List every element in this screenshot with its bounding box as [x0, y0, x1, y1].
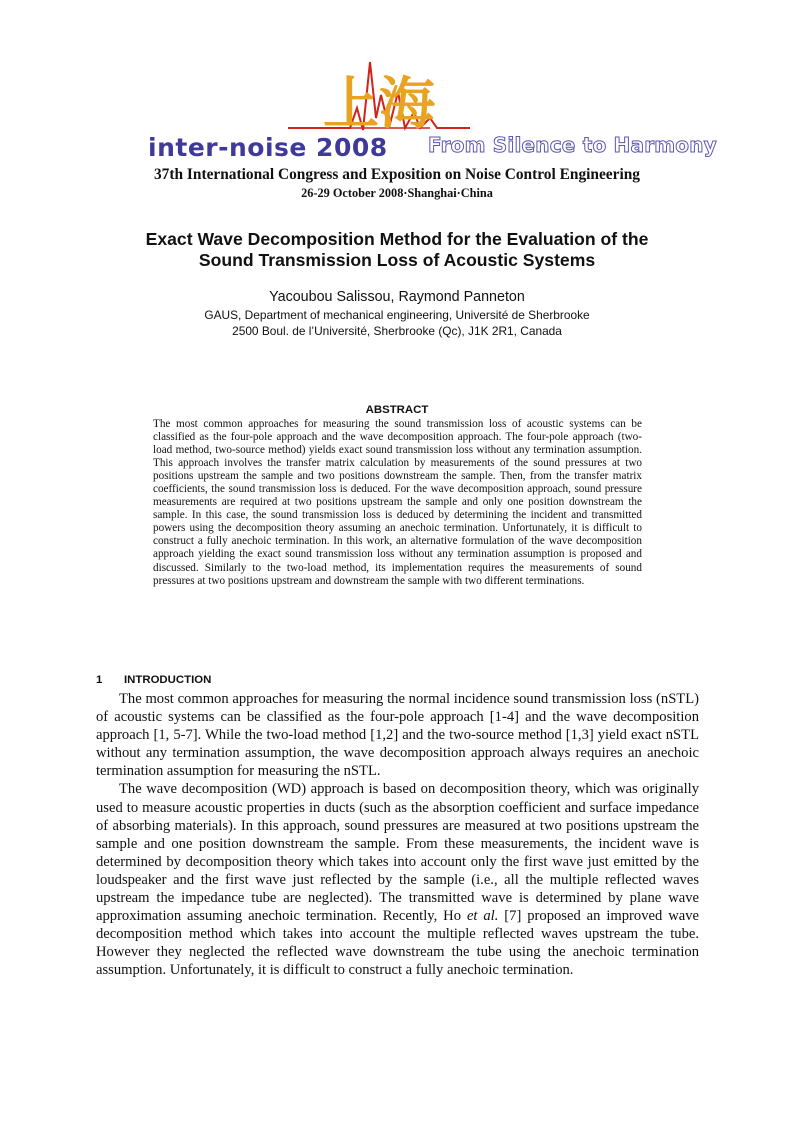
title-line-1: Exact Wave Decomposition Method for the Evaluation of the — [145, 229, 649, 249]
abstract-heading: ABSTRACT — [365, 404, 429, 416]
paragraph-2-part-b: [7] proposed an improved wave decomposition method which takes into account the multiple reflected waves upstream the tube. However they neglected the reflected wave downstream the tube using the anechoic termination assumption. Unfortunately, it is difficult to construct a fully anechoic termination. — [96, 908, 699, 979]
paragraph-1: The most common approaches for measuring the normal incidence sound transmission loss (nSTL) of acoustic systems can be classified as the four-pole approach [1-4] and the wave decomposition approach [1, 5-7]. While the two-load method [1,2] and the two-source method [1,3] yield exact nSTL without any termination assumption, the wave decomposition approach always requires an anechoic termination assumption for measuring the nSTL. — [96, 691, 699, 780]
conference-dates: 26-29 October 2008·Shanghai·China — [301, 186, 493, 200]
conference-banner — [0, 0, 794, 205]
conference-name: 37th International Congress and Exposition on Noise Control Engineering — [153, 166, 640, 183]
authors: Yacoubou Salissou, Raymond Panneton — [269, 289, 525, 305]
paper-title — [60, 229, 734, 271]
abstract-text: The most common approaches for measuring the sound transmission loss of acoustic systems can be classified as the four-pole approach and the wave decomposition approach. The four-pole approach (two-load method, two-source method) yields exact sound transmission loss without any termination assumption. This approach involves the transfer matrix calculation by measurements of the sound pressures at two positions upstream the sample and two positions downstream the sample. Then, from the transfer matrix coefficients, the sound transmission loss is deduced. For the wave decomposition approach, sound pressure measurements are required at two positions upstream the sample and only one position downstream the sample. In this case, the sound transmission loss is deduced by determining the incident and transmitted powers using the decomposition theory assuming an anechoic termination. Unfortunately, it is difficult to construct a fully anechoic termination. In this work, an alternative formulation of the wave decomposition approach yielding the exact sound transmission loss without any termination assumption is proposed and discussed. Similarly to the two-load method, its implementation requires the measurements of sound pressures at two positions upstream and downstream the sample with two different terminations. — [153, 418, 642, 587]
shanghai-calligraphy: 上海 — [323, 71, 435, 137]
title-line-2: Sound Transmission Loss of Acoustic Systems — [198, 250, 596, 270]
affiliation-line-1: GAUS, Department of mechanical engineering, Université de Sherbrooke — [204, 308, 590, 322]
paragraph-2-italic: et al. — [466, 908, 499, 925]
inter-noise-logo-text: inter-noise 2008 — [148, 133, 388, 162]
section-title: INTRODUCTION — [124, 674, 212, 686]
section-number: 1 — [96, 674, 103, 686]
section-body — [96, 690, 699, 980]
slogan: From Silence to Harmony — [428, 133, 717, 157]
affiliation-line-2: 2500 Boul. de l’Université, Sherbrooke (Qc), J1K 2R1, Canada — [232, 324, 562, 338]
paragraph-2-part-a: The wave decomposition (WD) approach is based on decomposition theory, which was originally used to measure acoustic properties in ducts (such as the absorption coefficient and surface impedance of absorbing materials). In this approach, sound pressures are measured at two positions upstream the sample and one position downstream the sample. From these measurements, the incident wave is determined by decomposition theory which takes into account only the first wave just emitted by the loudspeaker and the first wave just reflected by the sample (i.e., all the multiple reflected waves upstream the impedance tube are neglected). The transmitted wave is determined by plane wave approximation assuming anechoic termination. Recently, Ho — [96, 781, 699, 925]
paragraph-2 — [96, 780, 699, 979]
